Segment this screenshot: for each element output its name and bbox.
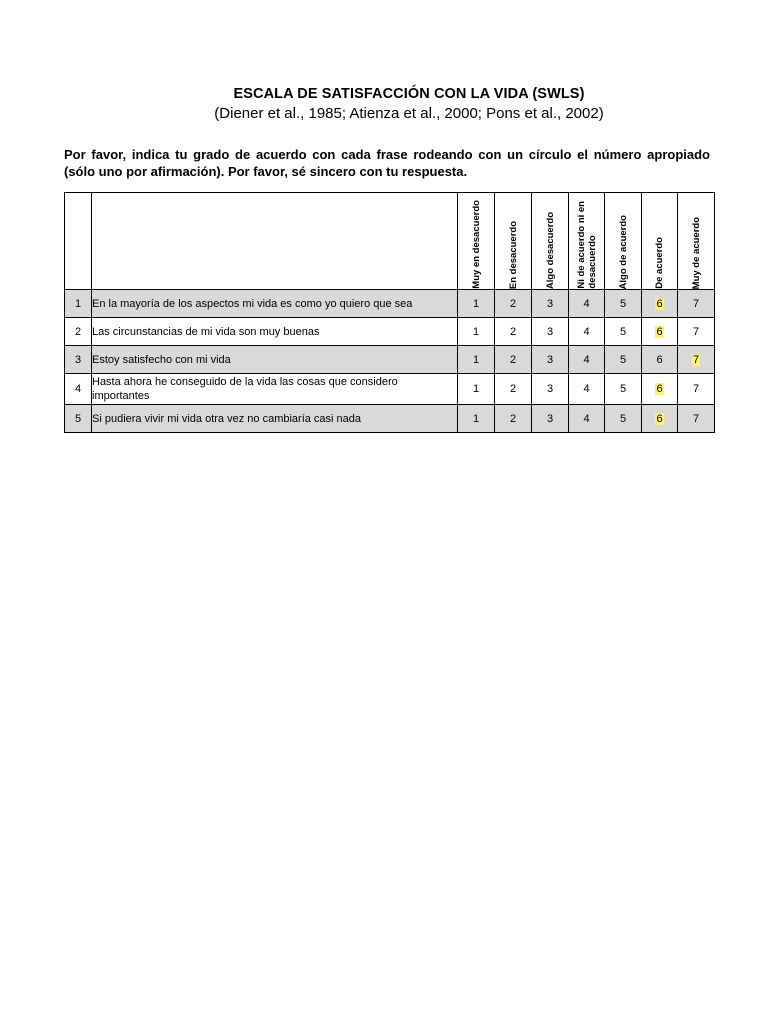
rating-option-7[interactable]: [678, 374, 715, 405]
rating-value: 5: [619, 353, 627, 366]
item-number: 1: [65, 290, 92, 318]
item-statement: Si pudiera vivir mi vida otra vez no cambiaría casi nada: [92, 405, 458, 433]
rating-value: 3: [546, 297, 554, 310]
citation-subtitle: (Diener et al., 1985; Atienza et al., 2000; Pons et al., 2002): [214, 105, 604, 122]
rating-option-1[interactable]: [458, 374, 495, 405]
rating-value: 5: [619, 412, 627, 425]
rating-option-2[interactable]: [495, 374, 532, 405]
header-col-2: En desacuerdo: [495, 193, 532, 290]
rating-option-7[interactable]: [678, 346, 715, 374]
rating-option-3[interactable]: [532, 374, 569, 405]
rating-value: 6: [656, 297, 663, 310]
rating-value: 7: [692, 297, 700, 310]
item-statement: Estoy satisfecho con mi vida: [92, 346, 458, 374]
rating-option-1[interactable]: [458, 290, 495, 318]
table-row: [65, 374, 715, 405]
swls-table: [64, 192, 715, 433]
rating-option-1[interactable]: [458, 318, 495, 346]
table-row: [65, 405, 715, 433]
rating-value: 4: [583, 383, 590, 395]
rating-option-5[interactable]: [605, 374, 642, 405]
rating-value: 1: [472, 412, 480, 425]
rating-value: 5: [619, 297, 627, 310]
rating-value: 4: [583, 412, 590, 425]
rating-option-6[interactable]: [642, 290, 678, 318]
item-number: 2: [65, 318, 92, 346]
rating-value: 3: [546, 383, 554, 395]
header-statement-cell: [92, 193, 458, 290]
rating-value: 6: [656, 412, 663, 425]
rating-option-3[interactable]: [532, 290, 569, 318]
rating-value: 2: [509, 412, 517, 425]
rating-value: 1: [472, 353, 480, 366]
item-number: 5: [65, 405, 92, 433]
item-number: 4: [65, 374, 92, 405]
item-statement: Hasta ahora he conseguido de la vida las cosas que considero importantes: [92, 374, 458, 405]
rating-value: 7: [692, 383, 700, 395]
rating-option-3[interactable]: [532, 405, 569, 433]
rating-option-5[interactable]: [605, 290, 642, 318]
rating-value: 3: [546, 325, 554, 338]
rating-value: 3: [546, 412, 554, 425]
rating-option-2[interactable]: [495, 290, 532, 318]
header-row: [65, 193, 715, 290]
rating-value: 2: [509, 297, 517, 310]
rating-value: 4: [583, 353, 590, 366]
rating-option-5[interactable]: [605, 346, 642, 374]
rating-value: 1: [472, 383, 480, 395]
items-body: [65, 290, 715, 433]
rating-value: 2: [509, 383, 517, 395]
instructions-text: Por favor, indica tu grado de acuerdo con cada frase rodeando con un círculo el número apropiado (sólo uno por afirmación). Por favor, sé sincero con tu respuesta.: [64, 147, 710, 179]
rating-option-4[interactable]: [569, 318, 605, 346]
header-number-cell: [65, 193, 92, 290]
rating-option-5[interactable]: [605, 318, 642, 346]
header-col-1: Muy en desacuerdo: [458, 193, 495, 290]
rating-option-6[interactable]: [642, 405, 678, 433]
rating-value: 2: [509, 353, 517, 366]
rating-option-3[interactable]: [532, 318, 569, 346]
rating-value: 7: [692, 325, 700, 338]
rating-option-5[interactable]: [605, 405, 642, 433]
table-row: [65, 346, 715, 374]
rating-value: 7: [692, 412, 700, 425]
rating-value: 6: [656, 383, 663, 395]
rating-value: 4: [583, 325, 590, 338]
rating-option-6[interactable]: [642, 318, 678, 346]
rating-option-7[interactable]: [678, 405, 715, 433]
rating-value: 1: [472, 297, 480, 310]
item-statement: Las circunstancias de mi vida son muy buenas: [92, 318, 458, 346]
rating-option-4[interactable]: [569, 346, 605, 374]
rating-option-7[interactable]: [678, 318, 715, 346]
header-col-4: Ni de acuerdo ni en desacuerdo: [569, 193, 605, 290]
rating-value: 5: [619, 325, 627, 338]
rating-option-6[interactable]: [642, 374, 678, 405]
rating-value: 4: [583, 297, 590, 310]
item-statement: En la mayoría de los aspectos mi vida es como yo quiero que sea: [92, 290, 458, 318]
table-row: [65, 290, 715, 318]
rating-option-4[interactable]: [569, 290, 605, 318]
rating-value: 2: [509, 325, 517, 338]
rating-option-2[interactable]: [495, 405, 532, 433]
rating-value: 6: [656, 353, 663, 366]
rating-option-2[interactable]: [495, 318, 532, 346]
rating-option-7[interactable]: [678, 290, 715, 318]
table-row: [65, 318, 715, 346]
rating-value: 5: [619, 383, 627, 395]
header-col-7: Muy de acuerdo: [678, 193, 715, 290]
rating-option-3[interactable]: [532, 346, 569, 374]
rating-option-1[interactable]: [458, 405, 495, 433]
rating-value: 7: [692, 353, 700, 366]
rating-value: 6: [656, 325, 663, 338]
rating-value: 1: [472, 325, 480, 338]
rating-option-2[interactable]: [495, 346, 532, 374]
header-col-6: De acuerdo: [642, 193, 678, 290]
item-number: 3: [65, 346, 92, 374]
rating-option-1[interactable]: [458, 346, 495, 374]
page-title: ESCALA DE SATISFACCIÓN CON LA VIDA (SWLS): [233, 86, 585, 102]
rating-option-6[interactable]: [642, 346, 678, 374]
rating-option-4[interactable]: [569, 374, 605, 405]
rating-value: 3: [546, 353, 554, 366]
header-col-3: Algo desacuerdo: [532, 193, 569, 290]
rating-option-4[interactable]: [569, 405, 605, 433]
header-col-5: Algo de acuerdo: [605, 193, 642, 290]
